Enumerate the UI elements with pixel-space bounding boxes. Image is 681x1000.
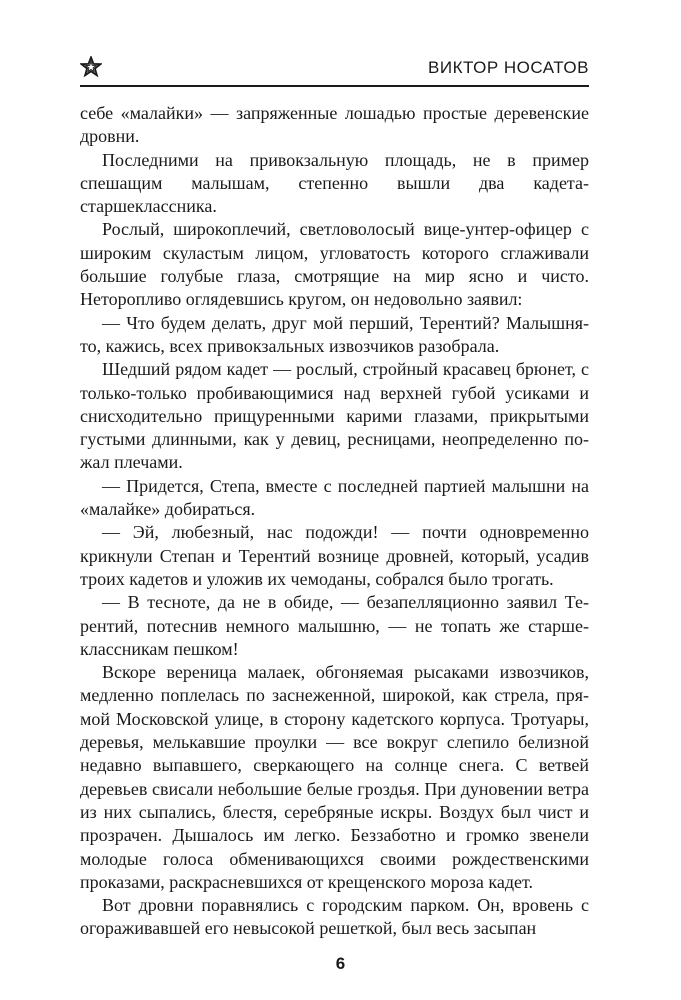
paragraph: Последними на привокзальную площадь, не в пример спешащим малышам, степенно вышли два кадета-старшеклассника. [80, 149, 589, 217]
paragraph: Вскоре вереница малаек, обгоняемая рысаками извозчиков, медленно поплелась по заснеженной, широкой, как стрела, прямой Московской улице, в сторону кадетского корпуса. Тротуары, деревья, мелькавшие проулки — все вокруг слепило белизной недавно выпавшего, сверкающего на солнце снега. С ветвей деревьев свисали небольшие белые гроздья. При дуновении ветра из них сыпались, блестя, серебряные искры. Воздух был чист и прозрачен. Дышалось им легко. Беззаботно и громко звенели молодые голоса обменивающихся своими рождественскими проказами, раскрасневшихся от крещенского мороза кадет. [80, 662, 589, 892]
paragraph: Шедший рядом кадет — рослый, стройный красавец брюнет, с только-только пробивающимися над верхней губой усиками и снисходительно прищуренными карими глазами, прикрытыми густыми длинными, как у девиц, ресницами, неопределенно пожал плечами. [80, 359, 589, 473]
paragraph: Вот дровни поравнялись с городским парком. Он, вровень с огораживавшей его невысокой решеткой, был весь засыпан [80, 895, 589, 939]
paragraph: — Эй, любезный, нас подожди! — почти одновременно крикнули Степан и Терентий вознице дровней, который, усадив троих кадетов и уложив их чемоданы, собрался было трогать. [80, 522, 589, 589]
paragraph: — В тесноте, да не в обиде, — безапелляционно заявил Терентий, потеснив немного малышню, — не топать же старшеклассникам пешком! [80, 592, 589, 659]
body-text [80, 102, 589, 941]
star-outline-icon [80, 56, 102, 78]
running-header [80, 52, 589, 84]
page-number: 6 [335, 954, 346, 973]
paragraph: Рослый, широкоплечий, светловолосый вице-унтер-офицер с широким скуластым лицом, угловатость которого сглаживали большие голубые глаза, смотрящие на мир ясно и чисто. Неторопливо оглядевшись кругом, он недовольно заявил: [80, 219, 589, 310]
paragraph: себе «малайки» — запряженные лошадью простые деревенские дровни. [80, 103, 589, 147]
header-rule [80, 85, 589, 87]
paragraph: — Придется, Степа, вместе с последней партией малышни на «малайке» добираться. [80, 475, 589, 520]
paragraph: — Что будем делать, друг мой перший, Терентий? Малышнято, кажись, всех привокзальных извозчиков разобрала. [80, 312, 589, 356]
running-title: ВИКТОР НОСАТОВ [428, 58, 589, 77]
